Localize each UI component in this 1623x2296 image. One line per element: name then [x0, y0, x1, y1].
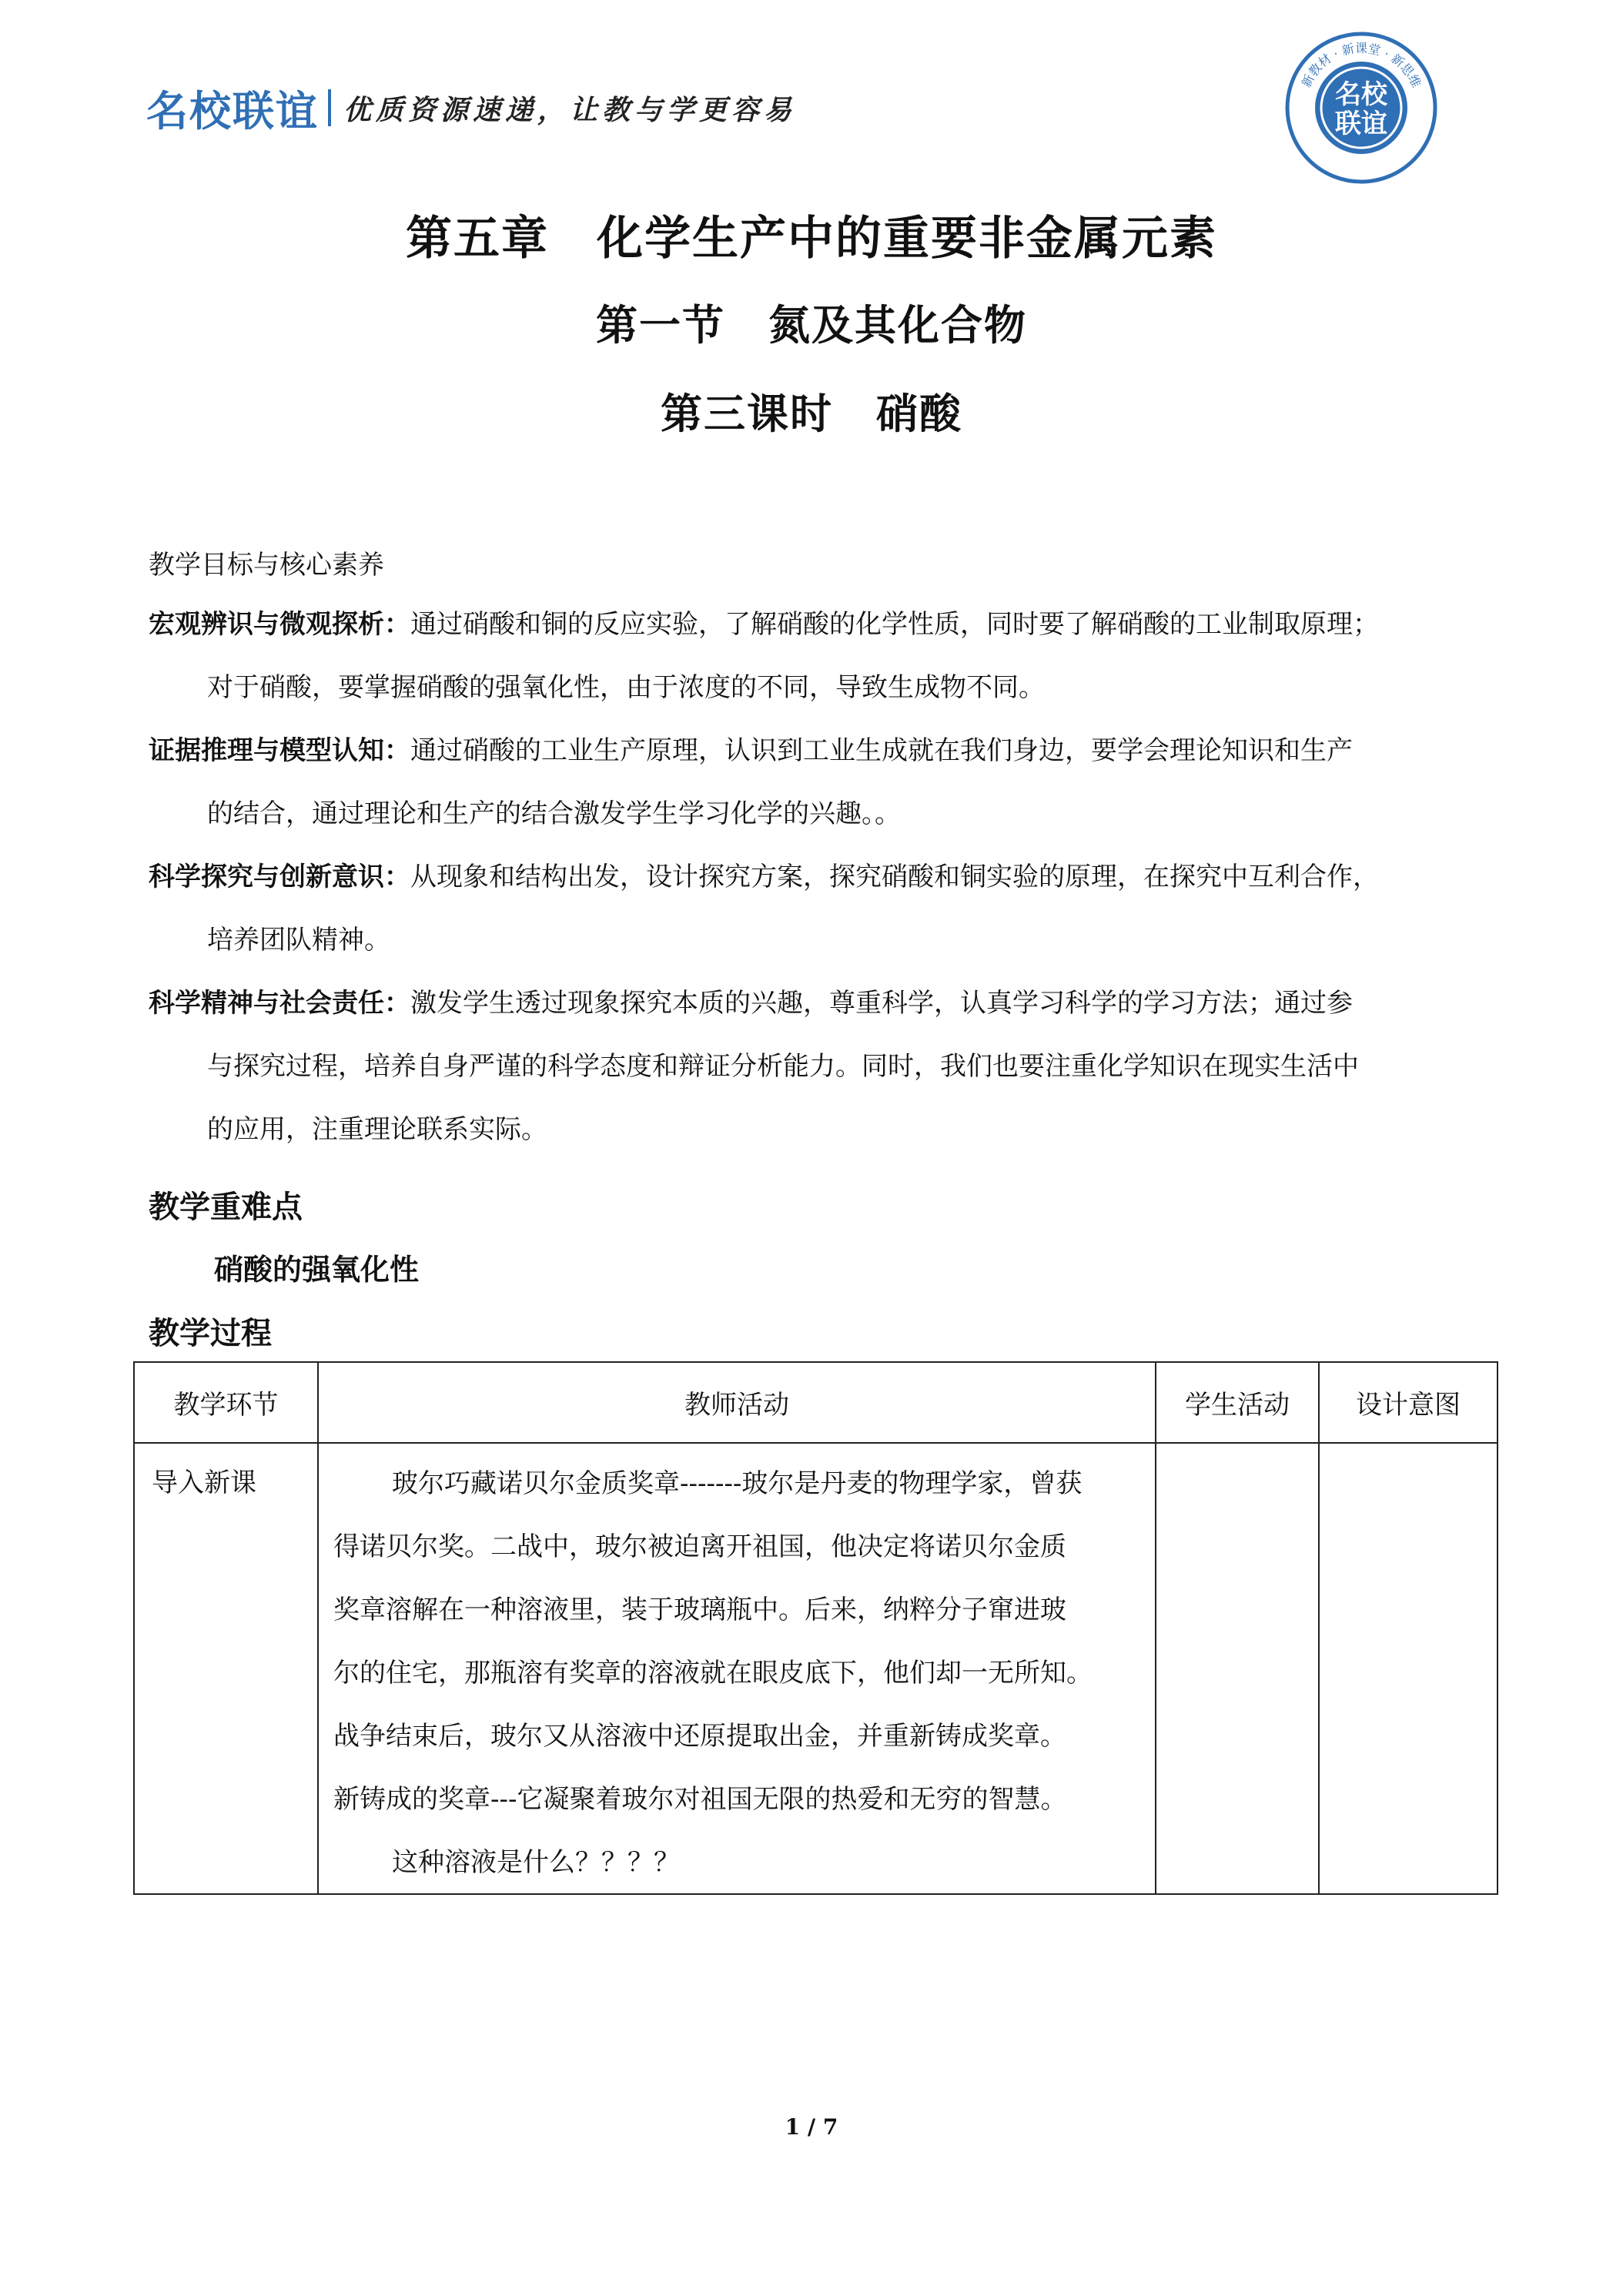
process-heading: 教学过程	[149, 1316, 272, 1351]
page-header	[146, 77, 796, 139]
chapter-title: 第五章 化学生产中的重要非金属元素	[406, 212, 1217, 266]
brand-divider	[328, 89, 331, 126]
goal-item	[149, 972, 1488, 1161]
lesson-title: 第三课时 硝酸	[661, 389, 962, 438]
key-points-content: 硝酸的强氧化性	[214, 1253, 420, 1287]
page-number: 1 / 7	[785, 2114, 838, 2140]
goal-text: 通过硝酸的工业生产原理，认识到工业生成就在我们身边，要学会理论知识和生产	[410, 735, 1353, 766]
goal-heading: 证据推理与模型认知：	[149, 735, 410, 766]
column-header: 教师活动	[684, 1390, 789, 1421]
goal-item	[149, 719, 1488, 845]
svg-text:名校: 名校	[1335, 79, 1387, 110]
goal-item	[149, 845, 1488, 972]
column-header: 学生活动	[1185, 1390, 1290, 1421]
column-header: 教学环节	[173, 1390, 279, 1421]
goal-text: 激发学生透过现象探究本质的兴趣，尊重科学，认真学习科学的学习方法；通过参	[410, 988, 1353, 1019]
section-title: 第一节 氮及其化合物	[596, 300, 1027, 350]
goal-text-cont: 的应用，注重理论联系实际。	[207, 1114, 547, 1145]
school-seal-logo	[1284, 31, 1438, 185]
teacher-line: 得诺贝尔奖。二战中，玻尔被迫离开祖国，他决定将诺贝尔金质	[333, 1531, 1066, 1562]
key-points-heading: 教学重难点	[149, 1190, 303, 1225]
goal-text-cont: 的结合，通过理论和生产的结合激发学生学习化学的兴趣。。	[207, 798, 901, 829]
goal-heading: 宏观辨识与微观探析：	[149, 609, 410, 640]
goal-text-cont: 与探究过程，培养自身严谨的科学态度和辩证分析能力。同时，我们也要注重化学知识在现实生活中	[207, 1051, 1359, 1082]
teacher-line: 奖章溶解在一种溶液里，装于玻璃瓶中。后来，纳粹分子窜进玻	[333, 1595, 1066, 1625]
goal-heading: 科学探究与创新意识：	[149, 862, 410, 892]
goal-text-cont: 培养团队精神。	[207, 925, 390, 956]
goal-heading: 科学精神与社会责任：	[149, 988, 410, 1019]
teacher-activity-cell	[333, 1452, 1134, 1894]
svg-text:联谊: 联谊	[1335, 109, 1387, 139]
table-header-rule	[135, 1442, 1497, 1444]
goal-item	[149, 593, 1488, 719]
process-table	[133, 1361, 1498, 1895]
brand-slogan: 优质资源速递，让教与学更容易	[343, 94, 797, 126]
column-header: 设计意图	[1356, 1390, 1461, 1421]
teacher-line: 尔的住宅，那瓶溶有奖章的溶液就在眼皮底下，他们却一无所知。	[333, 1658, 1093, 1689]
teacher-line: 新铸成的奖章---它凝聚着玻尔对祖国无限的热爱和无穷的智慧。	[333, 1784, 1067, 1815]
brand-logo-text: 名校联谊	[146, 86, 319, 136]
svg-text:新教材 · 新课堂 · 新思维: 新教材 · 新课堂 · 新思维	[1298, 41, 1424, 90]
goals-label: 教学目标与核心素养	[149, 550, 384, 581]
goal-text: 通过硝酸和铜的反应实验，了解硝酸的化学性质，同时要了解硝酸的工业制取原理；	[410, 609, 1379, 640]
stage-cell: 导入新课	[152, 1468, 256, 1498]
teacher-line: 玻尔巧藏诺贝尔金质奖章-------玻尔是丹麦的物理学家，曾获	[392, 1468, 1083, 1499]
teacher-line: 战争结束后，玻尔又从溶液中还原提取出金，并重新铸成奖章。	[333, 1721, 1066, 1752]
teacher-line: 这种溶液是什么？？？？	[392, 1847, 680, 1878]
goal-text: 从现象和结构出发，设计探究方案，探究硝酸和铜实验的原理，在探究中互利合作，	[410, 862, 1379, 892]
goal-text-cont: 对于硝酸，要掌握硝酸的强氧化性，由于浓度的不同，导致生成物不同。	[207, 672, 1045, 703]
